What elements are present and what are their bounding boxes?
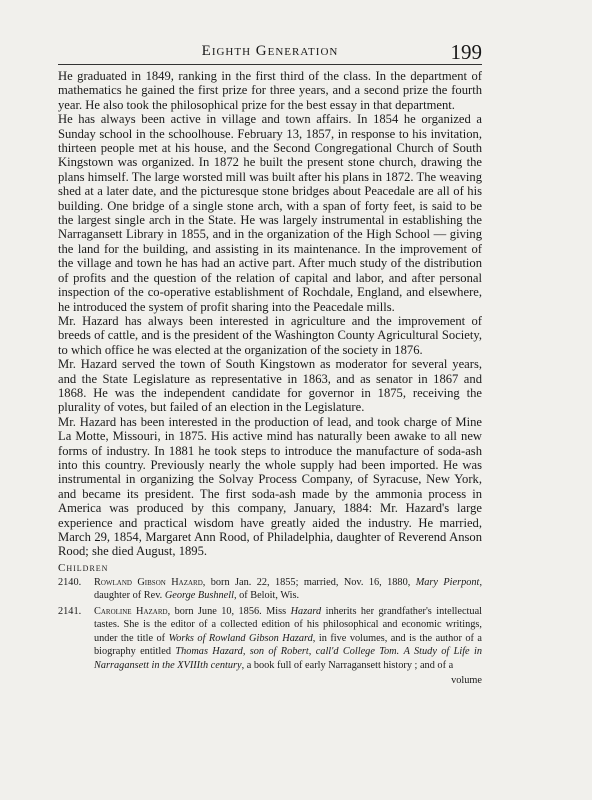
spouse-name: Mary Pierpont (415, 576, 480, 588)
paragraph-civic-affairs: He has always been active in village and town affairs. In 1854 he organized a Sunday school in the schoolhouse. February 13, 1857, in response to his invitation, thirteen people met at his house, and the Second Congregational Church of South Kingstown was organized. In 1872 he built the present stone church, drawing the plans himself. The large worsted mill was built after his plans in 1872. The weaving shed at a later date, and the picturesque stone bridges about Peacedale are all of his building. One bridge of a single stone arch, with a span of forty feet, is said to be the largest single arch in the State. He was largely instrumental in establishing the Narragansett Library in 1855, and in the organization of the High School — giving the land for the building, and assisting in its maintenance. In the improvement of the village and town he has had an active part. After much study of the distribution of profits and the question of the relation of capital and labor, and after personal inspection of the co-operative establishment of Rochdale, England, and elsewhere, he introduced the system of profit sharing into the Peacedale mills. (58, 112, 482, 314)
paragraph-agriculture: Mr. Hazard has always been interested in agriculture and the improvement of breeds of cattle, and is the president of the Washington County Agricultural Society, to which office he was elected at the organization of the society in 1876. (58, 313, 482, 357)
spouse-father-name: George Bushnell (164, 590, 234, 602)
body-text (58, 69, 482, 559)
child-name: Caroline Hazard (94, 605, 168, 617)
paragraph-industry: Mr. Hazard has been interested in the production of lead, and took charge of Mine La Motte, Missouri, in 1875. His active mind has naturally been awake to all new forms of industry. In 1881 he took steps to introduce the manufacture of soda-ash into this country. Previously nearly the whole supply had been imported. He was instrumental in organizing the Solvay Process Company, of Syracuse, New York, and became its president. The first soda-ash made by the ammonia process in America was produced by this company, January, 1884: Mr. Hazard's large experience and practical wisdom have greatly aided the industry. He married, March 29, 1854, Margaret Ann Rood, of Philadelphia, daughter of Reverend Anson Rood; she died August, 1895. (58, 414, 482, 559)
entry-text: , in five volumes, and is the author of a biography entitled (94, 632, 482, 658)
entry-text: , born Jan. 22, 1855; married, Nov. 16, 1880, (202, 576, 416, 588)
child-name: Rowland Gibson Hazard (94, 576, 203, 588)
child-entry (58, 605, 482, 673)
child-entry (58, 576, 482, 603)
children-heading: Children (58, 561, 109, 574)
paragraph-politics: Mr. Hazard served the town of South Kingstown as moderator for several years, and the State Legislature as representative in 1863, and as senator in 1867 and 1868. He was the independent candidate for governor in 1875, receiving the plurality of votes, but failed of an election in the Legislature. (58, 357, 482, 415)
surname-italic: Hazard (290, 605, 322, 617)
work-title: A Study of Life in Narragansett in the XVIIIth century (94, 646, 482, 671)
entry-text: , born June 10, 1856. Miss (167, 605, 291, 617)
work-title: Works of Rowland Gibson Hazard (168, 632, 313, 644)
entry-text: , of Beloit, Wis. (233, 590, 300, 602)
entry-number: 2141. (58, 605, 82, 617)
entry-number: 2140. (58, 576, 82, 588)
page (58, 40, 482, 688)
work-title: Thomas Hazard, son of Robert, call'd College Tom. (175, 646, 400, 658)
paragraph-education: He graduated in 1849, ranking in the first third of the class. In the department of mathematics he gained the first prize for three years, and a second prize the fourth year. He also took the philosophical prize for the best essay in that department. (58, 69, 482, 112)
entry-text: , daughter of Rev. (94, 576, 483, 602)
page-number: 199 (450, 40, 482, 64)
entry-text: inherits her grandfather's intellectual tastes. She is the editor of a collected edition of his philosophical and economic writings, under the title of (94, 605, 482, 644)
page-header (58, 40, 482, 65)
catchword: volume (451, 675, 482, 687)
running-head: Eighth Generation (201, 43, 339, 59)
entry-text: , a book full of early Narragansett history ; and of a (241, 659, 454, 671)
